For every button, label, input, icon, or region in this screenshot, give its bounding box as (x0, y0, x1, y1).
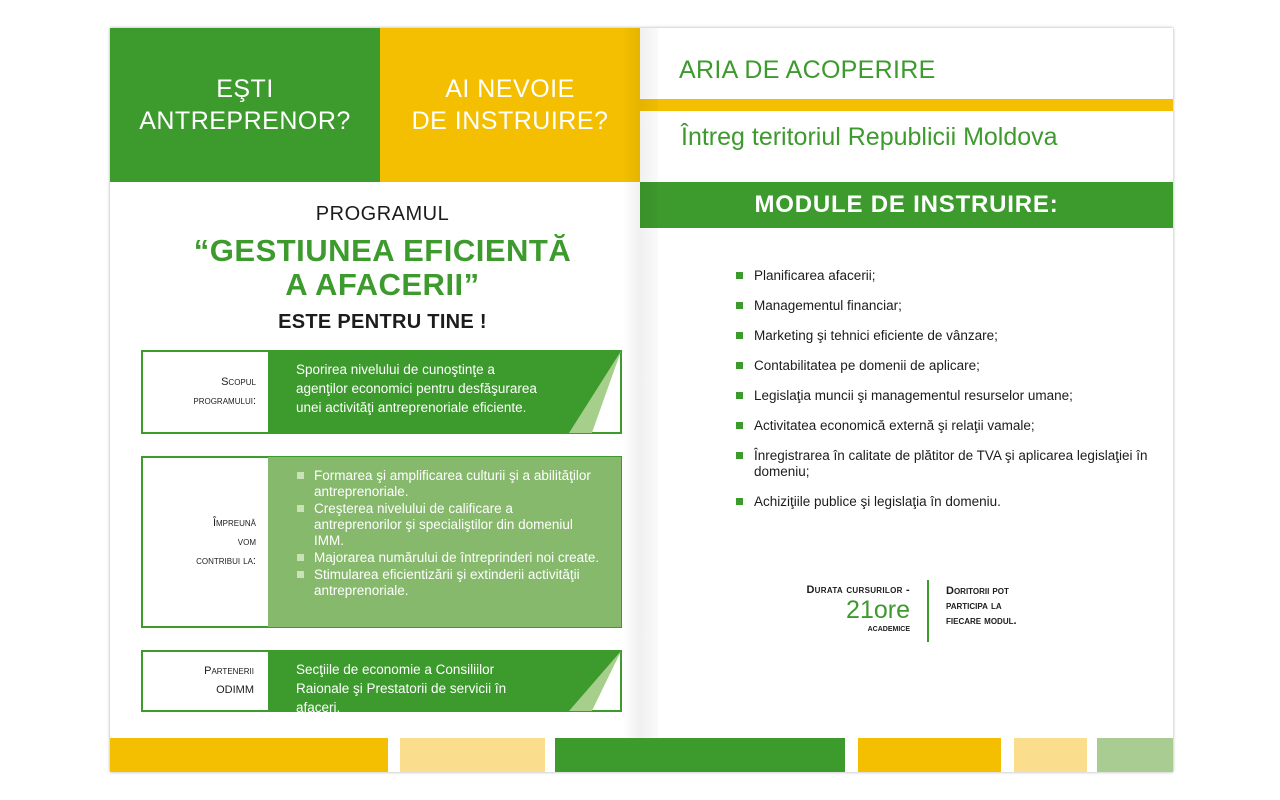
partners-label-line1: Partenerii (204, 665, 254, 677)
contribute-label-line1: Împreună (212, 516, 256, 529)
coverage-title: ARIA DE ACOPERIRE (679, 56, 936, 84)
duration-label: Durata cursurilor - (806, 584, 910, 596)
duration-unit: academice (867, 623, 910, 634)
list-item: Activitatea economică externă şi relaţii vamale; (736, 418, 1156, 434)
program-title-line1: “GESTIUNEA EFICIENTĂ (193, 233, 572, 268)
participation-note (946, 584, 1056, 629)
program-title-line2: A AFACERII” (285, 267, 480, 302)
program-tagline: ESTE PENTRU TINE ! (278, 311, 487, 333)
list-item: Marketing şi tehnici eficiente de vânzare; (736, 328, 1156, 344)
list-item: Planificarea afacerii; (736, 268, 1156, 284)
list-item: Majorarea numărului de întreprinderi noi create. (296, 550, 604, 566)
partners-box (141, 650, 622, 715)
duration-divider (927, 580, 929, 642)
list-item: Legislaţia muncii şi managementul resurselor umane; (736, 388, 1156, 404)
list-item: Creşterea nivelului de calificare a antreprenorilor şi specialiştilor din domeniul IMM. (296, 501, 604, 549)
list-item: Contabilitatea pe domenii de aplicare; (736, 358, 1156, 374)
modules-list (736, 268, 1156, 524)
goal-label-line2: programului: (193, 395, 256, 407)
participation-line2: participa la (946, 600, 1002, 612)
coverage-divider (640, 99, 1173, 111)
bottom-strip-yellow (110, 738, 388, 772)
contribute-box (141, 456, 622, 628)
duration-block (760, 584, 910, 634)
contribute-label-line3: contribui la: (196, 554, 256, 567)
partners-label-line2: ODIMM (216, 684, 254, 696)
list-item: Achiziţiile publice şi legislaţia în domeniu. (736, 494, 1156, 510)
partners-label (143, 652, 268, 710)
contribute-list-wrap (296, 468, 604, 600)
bottom-strip-pale-yellow (400, 738, 545, 772)
program-label: PROGRAMUL (315, 203, 450, 225)
bottom-strip-pale-yellow-2 (1014, 738, 1087, 772)
training-need-tile (380, 28, 640, 182)
participation-line3: fiecare modul. (946, 615, 1017, 627)
participation-line1: Doritorii pot (946, 585, 1009, 597)
entrepreneur-line1: EŞTI (216, 75, 274, 103)
goal-label-line1: Scopul (221, 376, 256, 388)
brochure-spread (110, 28, 1173, 772)
duration-value: 21ore (846, 596, 910, 624)
right-page (640, 28, 1173, 772)
bottom-strip-green (555, 738, 845, 772)
entrepreneur-tile (110, 28, 380, 182)
goal-label (143, 352, 268, 432)
goal-text: Sporirea nivelului de cunoştinţe a agenţilor economici pentru desfăşurarea unei activităţi antreprenoriale eficiente. (296, 362, 537, 415)
training-need-line2: DE INSTRUIRE? (411, 107, 609, 135)
goal-box (141, 350, 622, 434)
bottom-strip-pale-green (1097, 738, 1173, 772)
contribute-label-line2: vom (237, 535, 256, 548)
contribute-list (296, 468, 604, 599)
list-item: Stimularea eficientizării şi extinderii activităţii antreprenoriale. (296, 567, 604, 599)
entrepreneur-line2: ANTREPRENOR? (139, 107, 351, 135)
modules-title: MODULE DE INSTRUIRE: (640, 182, 1173, 228)
bottom-strip-yellow-2 (858, 738, 1001, 772)
list-item: Formarea şi amplificarea culturii şi a abilităţilor antreprenoriale. (296, 468, 604, 500)
list-item: Înregistrarea în calitate de plătitor de TVA şi aplicarea legislaţiei în domeniu; (736, 448, 1156, 480)
list-item: Managementul financiar; (736, 298, 1156, 314)
training-need-line1: AI NEVOIE (445, 75, 575, 103)
coverage-value: Întreg teritoriul Republicii Moldova (681, 123, 1058, 151)
contribute-label (143, 458, 268, 626)
partners-text: Secţiile de economie a Consiliilor Raionale şi Prestatorii de servicii în afaceri. (296, 662, 507, 715)
